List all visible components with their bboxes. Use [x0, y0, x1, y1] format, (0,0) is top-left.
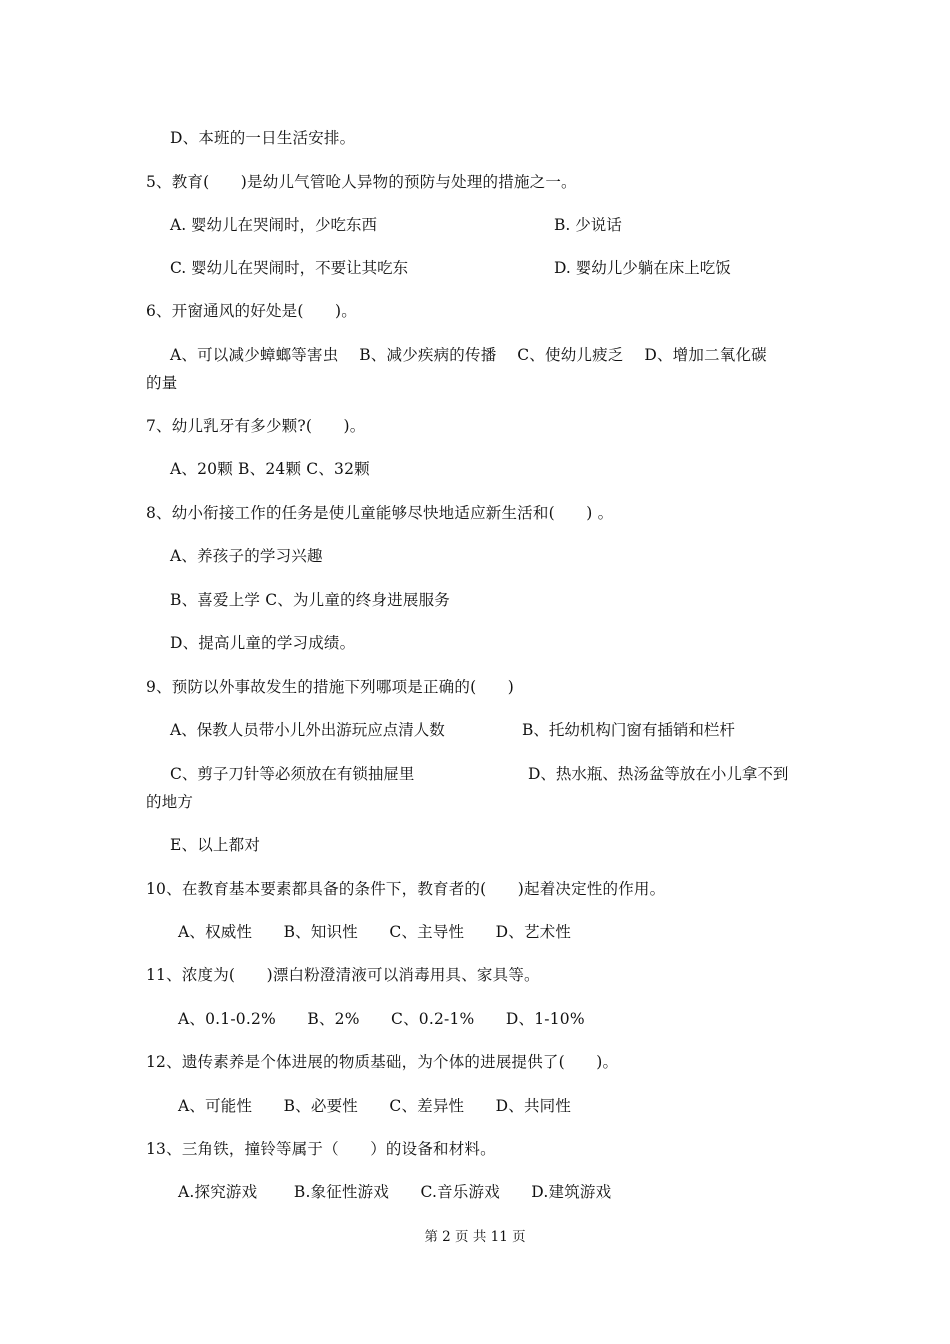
option-line: A、20颗 B、24颗 C、32颗 [170, 460, 370, 478]
option-continuation: 的地方 [146, 793, 194, 811]
question-6: 6、开窗通风的好处是( )。 [146, 302, 357, 320]
option-line: D、提高儿童的学习成绩。 [170, 634, 356, 652]
question-13: 13、三角铁，撞铃等属于（ ）的设备和材料。 [146, 1140, 496, 1158]
option-line: C、剪子刀针等必须放在有锁抽屉里 [170, 765, 415, 783]
option-line: B、喜爱上学 C、为儿童的终身进展服务 [170, 591, 450, 609]
question-10: 10、在教育基本要素都具备的条件下，教育者的( )起着决定性的作用。 [146, 880, 666, 898]
option-line: A.探究游戏 B.象征性游戏 C.音乐游戏 D.建筑游戏 [178, 1183, 612, 1201]
option-line: B. 少说话 [554, 216, 622, 234]
option-line: A、保教人员带小儿外出游玩应点清人数 [170, 721, 445, 739]
option-line: A、权威性 B、知识性 C、主导性 D、艺术性 [178, 923, 572, 941]
option-continuation: 的量 [146, 374, 178, 392]
question-11: 11、浓度为( )漂白粉澄清液可以消毒用具、家具等。 [146, 966, 540, 984]
option-line: A、可以减少蟑螂等害虫 B、减少疾病的传播 C、使幼儿疲乏 D、增加二氧化碳 [170, 346, 767, 364]
option-line: D. 婴幼儿少躺在床上吃饭 [554, 259, 731, 277]
option-line: A. 婴幼儿在哭闹时，少吃东西 [170, 216, 378, 234]
question-9: 9、预防以外事故发生的措施下列哪项是正确的( ) [146, 678, 514, 696]
option-line: D、热水瓶、热汤盆等放在小儿拿不到 [528, 765, 789, 783]
option-line: D、本班的一日生活安排。 [170, 129, 356, 147]
question-7: 7、幼儿乳牙有多少颗?( )。 [146, 417, 366, 435]
question-12: 12、遗传素养是个体进展的物质基础，为个体的进展提供了( )。 [146, 1053, 619, 1071]
question-8: 8、幼小衔接工作的任务是使儿童能够尽快地适应新生活和( ) 。 [146, 504, 614, 522]
page-footer: 第 2 页 共 11 页 [424, 1229, 526, 1245]
option-line: A、0.1-0.2% B、2% C、0.2-1% D、1-10% [178, 1010, 585, 1028]
option-line: E、以上都对 [170, 836, 261, 854]
option-line: A、可能性 B、必要性 C、差异性 D、共同性 [178, 1097, 572, 1115]
question-5: 5、教育( )是幼儿气管呛人异物的预防与处理的措施之一。 [146, 173, 577, 191]
option-line: C. 婴幼儿在哭闹时，不要让其吃东 [170, 259, 409, 277]
option-line: B、托幼机构门窗有插销和栏杆 [522, 721, 735, 739]
option-line: A、养孩子的学习兴趣 [170, 547, 323, 565]
